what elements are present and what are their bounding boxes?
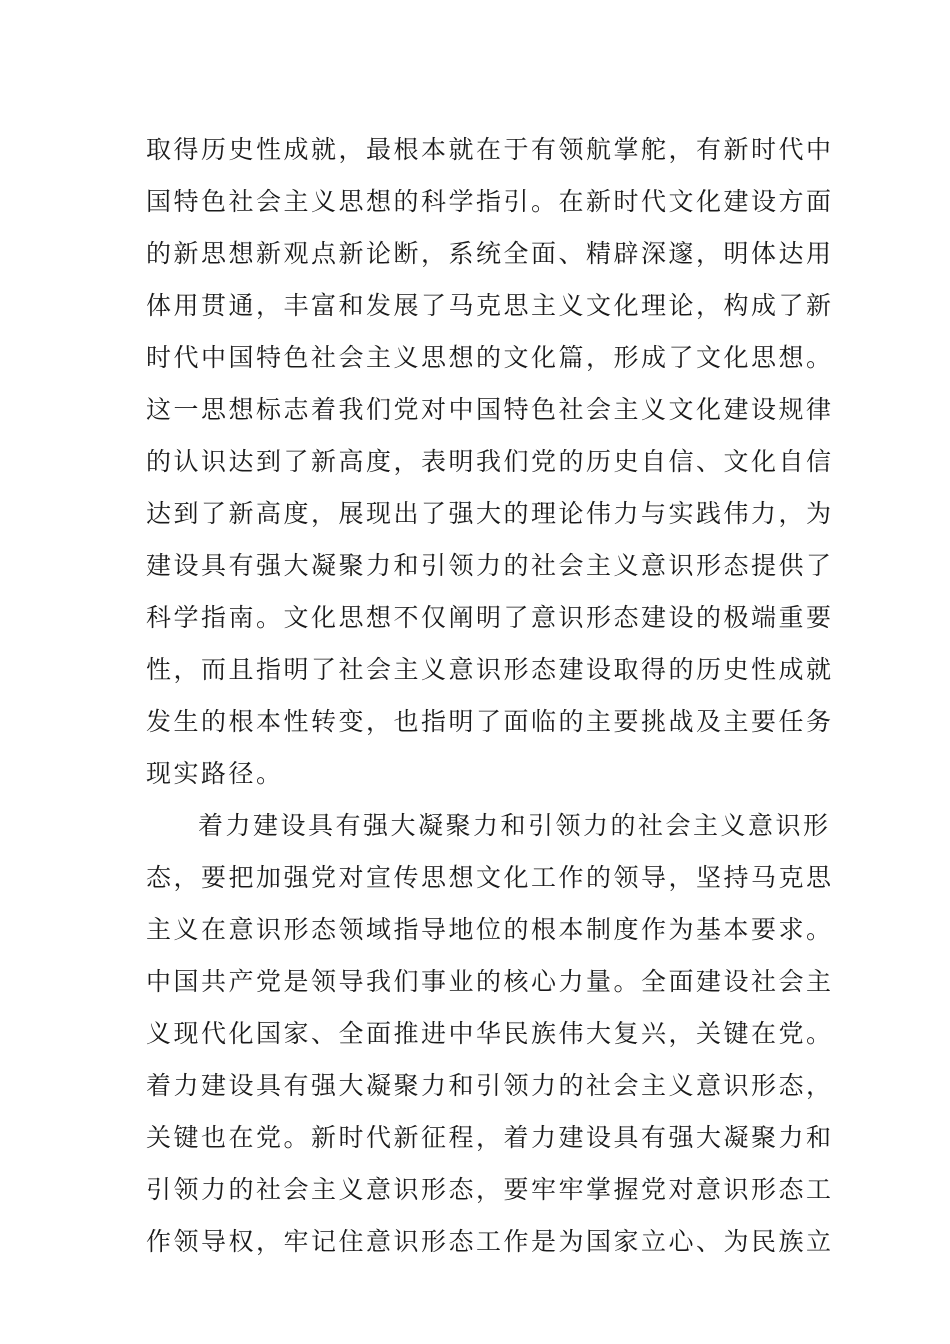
text-line: 着力建设具有强大凝聚力和引领力的社会主义意识形 xyxy=(198,811,831,840)
text-line: 发生的根本性转变，也指明了面临的主要挑战及主要任务 xyxy=(146,707,834,736)
text-line: 取得历史性成就，最根本就在于有领航掌舵，有新时代中 xyxy=(146,135,834,164)
text-line: 国特色社会主义思想的科学指引。在新时代文化建设方面 xyxy=(146,187,834,216)
text-line: 科学指南。文化思想不仅阐明了意识形态建设的极端重要 xyxy=(146,603,834,632)
text-line: 中国共产党是领导我们事业的核心力量。全面建设社会主 xyxy=(146,967,834,996)
text-line: 建设具有强大凝聚力和引领力的社会主义意识形态提供了 xyxy=(146,551,834,580)
text-line: 时代中国特色社会主义思想的文化篇，形成了文化思想。 xyxy=(146,343,834,372)
text-line: 主义在意识形态领域指导地位的根本制度作为基本要求。 xyxy=(146,915,834,944)
text-line: 的认识达到了新高度，表明我们党的历史自信、文化自信 xyxy=(146,447,834,476)
paragraph-1 xyxy=(146,124,834,800)
paragraph-2 xyxy=(146,800,834,1268)
text-line: 的新思想新观点新论断，系统全面、精辟深邃，明体达用 xyxy=(146,239,834,268)
text-line: 现实路径。 xyxy=(146,759,284,788)
text-line: 作领导权，牢记住意识形态工作是为国家立心、为民族立 xyxy=(146,1227,834,1256)
body-text xyxy=(146,124,834,1268)
text-line: 引领力的社会主义意识形态，要牢牢掌握党对意识形态工 xyxy=(146,1175,834,1204)
text-line: 达到了新高度，展现出了强大的理论伟力与实践伟力，为 xyxy=(146,499,834,528)
text-line: 体用贯通，丰富和发展了马克思主义文化理论，构成了新 xyxy=(146,291,834,320)
text-line: 义现代化国家、全面推进中华民族伟大复兴，关键在党。 xyxy=(146,1019,834,1048)
text-line: 关键也在党。新时代新征程，着力建设具有强大凝聚力和 xyxy=(146,1123,834,1152)
text-line: 态，要把加强党对宣传思想文化工作的领导，坚持马克思 xyxy=(146,863,834,892)
text-line: 性，而且指明了社会主义意识形态建设取得的历史性成就 xyxy=(146,655,834,684)
text-line: 着力建设具有强大凝聚力和引领力的社会主义意识形态， xyxy=(146,1071,834,1100)
text-line: 这一思想标志着我们党对中国特色社会主义文化建设规律 xyxy=(146,395,834,424)
